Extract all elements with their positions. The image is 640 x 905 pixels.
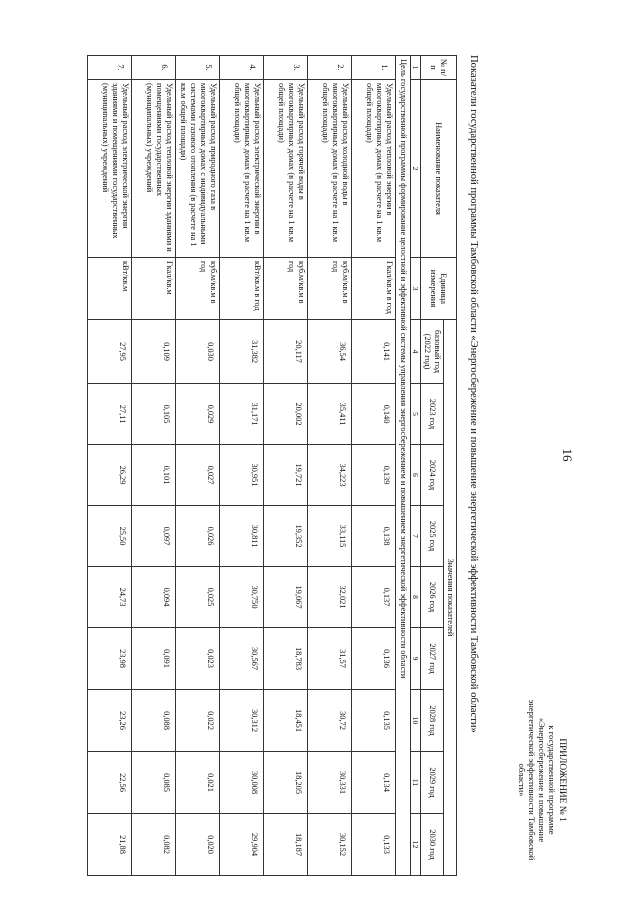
value-cell: 0,101 [132, 445, 176, 506]
table-row [352, 56, 396, 876]
table-row [220, 56, 264, 876]
header-num: № п/п [421, 56, 457, 80]
value-cell: 30,312 [220, 690, 264, 752]
value-cell: 0,021 [176, 752, 220, 814]
value-cell: 27,95 [88, 320, 132, 384]
value-cell: 0,026 [176, 506, 220, 567]
value-cell: 30,951 [220, 445, 264, 506]
row-number: 6. [132, 56, 176, 80]
value-cell: 0,133 [352, 814, 396, 876]
header-year: 2028 год [421, 690, 444, 752]
value-cell: 30,567 [220, 628, 264, 690]
appendix-line: к государственной программе [547, 725, 557, 835]
value-cell: 19,352 [264, 506, 308, 567]
value-cell: 0,097 [132, 506, 176, 567]
appendix-heading: ПРИЛОЖЕНИЕ № 1 [557, 738, 567, 822]
value-cell: 0,135 [352, 690, 396, 752]
value-cell: 31,382 [220, 320, 264, 384]
value-cell: 0,134 [352, 752, 396, 814]
indicators-table [87, 55, 457, 876]
header-year: базовый год (2022 год) [421, 320, 444, 384]
column-index: 7 [411, 506, 421, 567]
header-year: 2027 год [421, 628, 444, 690]
column-index: 2 [411, 80, 421, 258]
column-index: 5 [411, 384, 421, 445]
value-cell: 34,223 [308, 445, 352, 506]
value-cell: 31,171 [220, 384, 264, 445]
value-cell: 0,029 [176, 384, 220, 445]
value-cell: 0,088 [132, 690, 176, 752]
value-cell: 0,138 [352, 506, 396, 567]
value-cell: 26,29 [88, 445, 132, 506]
value-cell: 18,205 [264, 752, 308, 814]
value-cell: 0,085 [132, 752, 176, 814]
value-cell: 0,139 [352, 445, 396, 506]
value-cell: 0,140 [352, 384, 396, 445]
row-number: 5. [176, 56, 220, 80]
value-cell: 0,082 [132, 814, 176, 876]
header-year: 2024 год [421, 445, 444, 506]
value-cell: 30,331 [308, 752, 352, 814]
row-number: 1. [352, 56, 396, 80]
value-cell: 30,152 [308, 814, 352, 876]
header-year: 2026 год [421, 567, 444, 628]
appendix-line: области» [517, 763, 527, 797]
value-cell: 27,11 [88, 384, 132, 445]
indicator-name: Удельный расход электрической энергии зданиями и помещениями государственных (муниципальных) учреждений [88, 80, 132, 258]
appendix-line: энергетической эффективности Тамбовской [527, 699, 537, 861]
value-cell: 18,451 [264, 690, 308, 752]
header-year: 2030 год [421, 814, 444, 876]
value-cell: 23,98 [88, 628, 132, 690]
header-row [444, 56, 457, 876]
column-index: 9 [411, 628, 421, 690]
value-cell: 24,73 [88, 567, 132, 628]
unit-cell: Гкал/кв.м в год [352, 258, 396, 320]
page-number: 16 [560, 448, 575, 462]
unit-cell: куб.м/кв.м в год [176, 258, 220, 320]
value-cell: 35,411 [308, 384, 352, 445]
header-name: Наименование показателя [421, 80, 457, 258]
row-number: 4. [220, 56, 264, 80]
value-cell: 22,56 [88, 752, 132, 814]
column-index: 6 [411, 445, 421, 506]
value-cell: 0,109 [132, 320, 176, 384]
value-cell: 21,88 [88, 814, 132, 876]
unit-cell: Гкал/кв.м [132, 258, 176, 320]
goal-row [396, 56, 411, 876]
value-cell: 0,025 [176, 567, 220, 628]
program-goal: Цель государственной программы формирование целостной и эффективной системы управления энергосбережением и повышением энергетической эффективности области [396, 56, 411, 876]
indicator-name: Удельный расход природного газа в многоквартирных домах с индивидуальными системами газового отопления (в расчете на 1 кв.м общей площади) [176, 80, 220, 258]
row-number: 7. [88, 56, 132, 80]
value-cell: 31,57 [308, 628, 352, 690]
value-cell: 25,50 [88, 506, 132, 567]
value-cell: 30,750 [220, 567, 264, 628]
value-cell: 29,904 [220, 814, 264, 876]
value-cell: 18,187 [264, 814, 308, 876]
column-index: 12 [411, 814, 421, 876]
appendix-header [517, 685, 567, 875]
unit-cell: кВт/кв.м [88, 258, 132, 320]
column-index: 4 [411, 320, 421, 384]
value-cell: 19,721 [264, 445, 308, 506]
header-values-group: Значения показателей [444, 320, 457, 876]
value-cell: 0,136 [352, 628, 396, 690]
value-cell: 0,105 [132, 384, 176, 445]
column-index: 8 [411, 567, 421, 628]
value-cell: 0,094 [132, 567, 176, 628]
column-index-row [411, 56, 421, 876]
value-cell: 30,008 [220, 752, 264, 814]
unit-cell: куб.м/кв.м в год [264, 258, 308, 320]
indicator-name: Удельный расход холодной воды в многоквартирных домах (в расчете на 1 кв.м общей площади) [308, 80, 352, 258]
value-cell: 0,137 [352, 567, 396, 628]
value-cell: 20,117 [264, 320, 308, 384]
indicator-name: Удельный расход тепловой энергии в многоквартирных домах (в расчете на 1 кв.м общей площади) [352, 80, 396, 258]
table-row [132, 56, 176, 876]
value-cell: 19,067 [264, 567, 308, 628]
row-number: 2. [308, 56, 352, 80]
indicator-name: Удельный расход горячей воды в многоквартирных домах (в расчете на 1 кв.м общей площади) [264, 80, 308, 258]
value-cell: 20,002 [264, 384, 308, 445]
column-index: 11 [411, 752, 421, 814]
value-cell: 18,783 [264, 628, 308, 690]
table-row [308, 56, 352, 876]
value-cell: 36,54 [308, 320, 352, 384]
column-index: 3 [411, 258, 421, 320]
document-title: Показатели государственной программы Тамбовской области «Энергосбережение и повышение энергетической эффективности Тамбовской области» [468, 55, 479, 733]
indicator-name: Удельный расход тепловой энергии зданиями и помещениями государственных (муниципальных) учреждений [132, 80, 176, 258]
header-year: 2029 год [421, 752, 444, 814]
value-cell: 0,141 [352, 320, 396, 384]
value-cell: 0,020 [176, 814, 220, 876]
value-cell: 0,023 [176, 628, 220, 690]
unit-cell: куб.м/кв.м в год [308, 258, 352, 320]
value-cell: 30,811 [220, 506, 264, 567]
value-cell: 23,26 [88, 690, 132, 752]
value-cell: 30,72 [308, 690, 352, 752]
value-cell: 0,091 [132, 628, 176, 690]
value-cell: 32,021 [308, 567, 352, 628]
table-row [176, 56, 220, 876]
value-cell: 33,115 [308, 506, 352, 567]
value-cell: 0,027 [176, 445, 220, 506]
value-cell: 0,022 [176, 690, 220, 752]
value-cell: 0,030 [176, 320, 220, 384]
unit-cell: кВт/кв.м в год [220, 258, 264, 320]
indicator-name: Удельный расход электрической энергии в многоквартирных домах (в расчете на 1 кв.м общей площади) [220, 80, 264, 258]
table-row [264, 56, 308, 876]
table-row [88, 56, 132, 876]
appendix-line: «Энергосбережение и повышение [537, 717, 547, 843]
row-number: 3. [264, 56, 308, 80]
column-index: 10 [411, 690, 421, 752]
header-year: 2023 год [421, 384, 444, 445]
header-unit: Единица измерения [421, 258, 457, 320]
indicator-rows [88, 56, 396, 876]
column-index: 1 [411, 56, 421, 80]
header-year: 2025 год [421, 506, 444, 567]
rotated-landscape-content [30, 55, 575, 875]
